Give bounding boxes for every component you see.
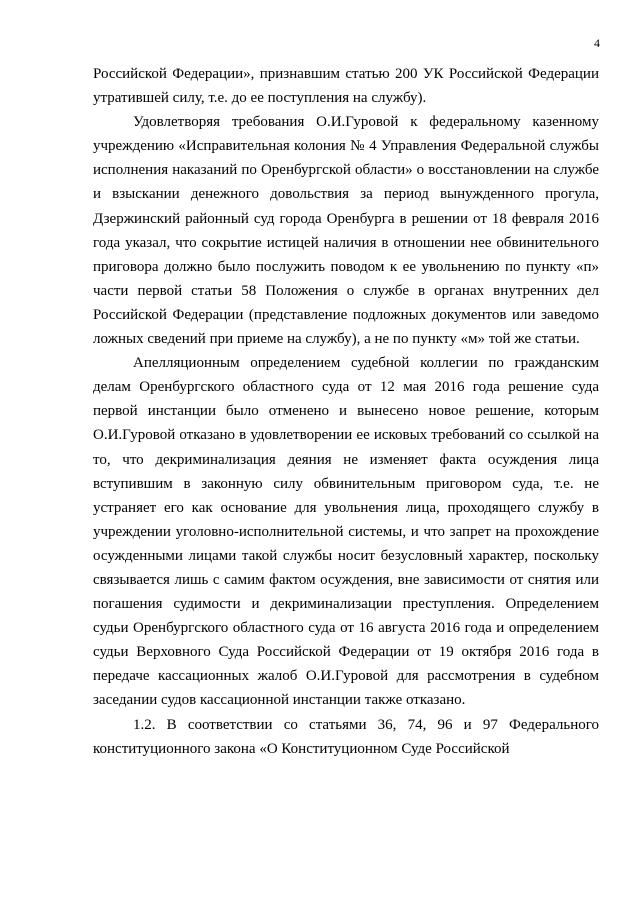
paragraph-district-court-decision: Удовлетворяя требования О.И.Гуровой к федеральному казенному учреждению «Исправительная колония № 4 Управления Федеральной службы исполнения наказаний по Оренбургской области» о восстановлении на службе и взыскании денежного довольствия за период вынужденного прогула, Дзержинский районный суд города Оренбурга в решении от 18 февраля 2016 года указал, что сокрытие истицей наличия в отношении нее обвинительного приговора должно было послужить поводом к ее увольнению по пункту «п» части первой статьи 58 Положения о службе в органах внутренних дел Российской Федерации (представление подложных документов или заведомо ложных сведений при приеме на службу), а не по пункту «м» той же статьи.	[93, 114, 599, 348]
document-body	[93, 62, 599, 761]
page-number: 4	[594, 36, 600, 50]
paragraph-appellate-ruling: Апелляционным определением судебной коллегии по гражданским делам Оренбургского областного суда от 12 мая 2016 года решение суда первой инстанции было отменено и вынесено новое решение, которым О.И.Гуровой отказано в удовлетворении ее исковых требований со ссылкой на то, что декриминализация деяния не изменяет факта осуждения лица вступившим в законную силу обвинительным приговором суда, т.е. не устраняет его как основание для увольнения лица, проходящего службу в учреждении уголовно-исполнительной системы, и что запрет на прохождение осужденными лицами такой службы носит безусловный характер, поскольку связывается лишь с самим фактом осуждения, вне зависимости от снятия или погашения судимости и декриминализации преступления. Определением судьи Оренбургского областного суда от 16 августа 2016 года и определением судьи Верховного Суда Российской Федерации от 19 октября 2016 года в передаче кассационных жалоб О.И.Гуровой для рассмотрения в судебном заседании судов кассационной инстанции также отказано.	[93, 355, 599, 709]
paragraph-continuation: Российской Федерации», признавшим статью 200 УК Российской Федерации утратившей силу, т.е. до ее поступления на службу).	[93, 66, 599, 107]
paragraph-section-1-2: 1.2. В соответствии со статьями 36, 74, 96 и 97 Федерального конституционного закона «О Конституционном Суде Российской	[93, 716, 599, 757]
